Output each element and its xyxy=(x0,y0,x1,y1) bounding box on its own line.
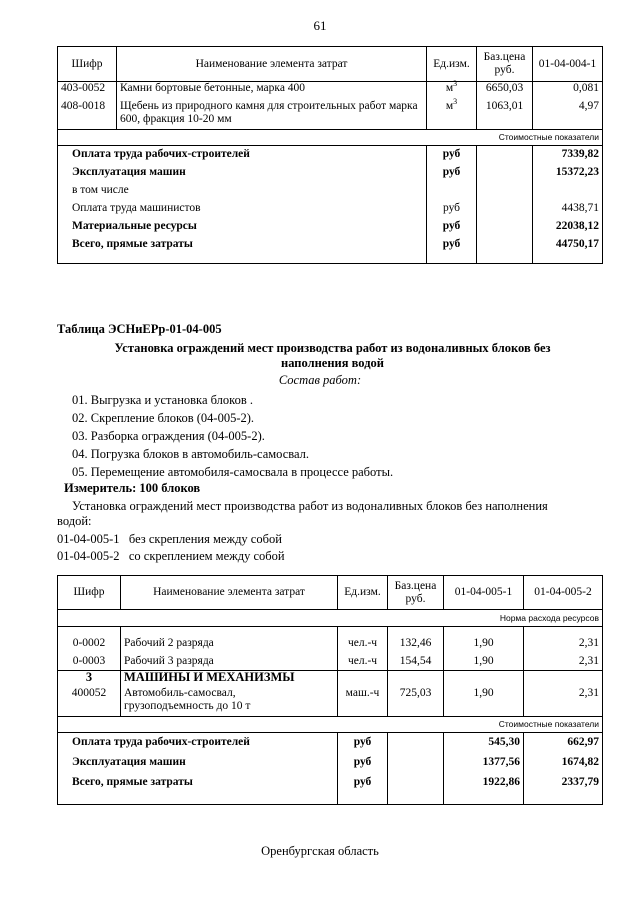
cost-unit: руб xyxy=(338,753,388,773)
section-code: 3 xyxy=(58,671,121,687)
table-row xyxy=(58,687,603,717)
footer-region: Оренбургская область xyxy=(261,844,379,858)
cost-name: Материальные ресурсы xyxy=(58,218,427,236)
cost-name: Всего, прямые затраты xyxy=(58,236,427,254)
work-steps xyxy=(72,391,393,481)
cell-price: 154,54 xyxy=(388,653,444,671)
cell-name: Рабочий 2 разряда xyxy=(121,635,338,653)
cell-code: 403-0052 xyxy=(58,82,117,100)
cost-value: 22038,12 xyxy=(533,218,603,236)
cell-v2: 2,31 xyxy=(524,653,603,671)
cost-row xyxy=(58,773,603,793)
page-number: 61 xyxy=(313,18,327,33)
section-row xyxy=(58,671,603,687)
header-code: Шифр xyxy=(58,47,117,82)
cell-code: 0-0003 xyxy=(58,653,121,671)
cell-name: Рабочий 3 разряда xyxy=(121,653,338,671)
cost-name: Эксплуатация машин xyxy=(58,164,427,182)
table-header xyxy=(58,576,603,610)
measure: Измеритель: 100 блоков xyxy=(64,481,201,495)
cell-value: 0,081 xyxy=(533,82,603,100)
cell-unit: чел.-ч xyxy=(338,653,388,671)
table-row xyxy=(58,100,603,130)
cost-unit: руб xyxy=(427,218,477,236)
header-col: 01-04-004-1 xyxy=(533,47,603,82)
cost-unit: руб xyxy=(427,236,477,254)
cost-row xyxy=(58,218,603,236)
cost-value: 4438,71 xyxy=(533,200,603,218)
section-heading: Установка ограждений мест производства работ из водоналивных блоков без наполнения водой xyxy=(114,341,551,370)
list-item: 03. Разборка ограждения (04-005-2). xyxy=(72,429,265,443)
cost-unit xyxy=(427,182,477,200)
cell-price: 6650,03 xyxy=(477,82,533,100)
cell-v2: 2,31 xyxy=(524,687,603,717)
cost-v2: 1674,82 xyxy=(524,753,603,773)
cell-v1: 1,90 xyxy=(444,635,524,653)
cell-price: 725,03 xyxy=(388,687,444,717)
section-title: МАШИНЫ И МЕХАНИЗМЫ xyxy=(121,671,338,687)
cell-price: 132,46 xyxy=(388,635,444,653)
cost-unit: руб xyxy=(338,733,388,753)
variant-text: без скрепления между собой xyxy=(128,532,282,546)
header-price: Баз.цена руб. xyxy=(388,576,444,610)
cell-code: 0-0002 xyxy=(58,635,121,653)
variant-text: со скреплением между собой xyxy=(128,549,285,563)
header-col1: 01-04-005-1 xyxy=(444,576,524,610)
cost-row xyxy=(58,236,603,254)
header-name: Наименование элемента затрат xyxy=(121,576,338,610)
cell-unit: $м^3$ xyxy=(427,100,477,130)
header-code: Шифр xyxy=(58,576,121,610)
cell-unit: чел.-ч xyxy=(338,635,388,653)
table-row xyxy=(58,635,603,653)
cost-row xyxy=(58,200,603,218)
cost-row xyxy=(58,164,603,182)
cell-code: 400052 xyxy=(58,687,121,717)
cell-name: Щебень из природного камня для строительных работ марка 600, фракция 10-20 мм xyxy=(117,100,427,130)
section-label: Стоимостные показатели xyxy=(58,130,603,146)
cost-v2: 662,97 xyxy=(524,733,603,753)
list-item: 04. Погрузка блоков в автомобиль-самосвал. xyxy=(72,447,310,461)
variant-item xyxy=(57,549,285,564)
table-row xyxy=(58,653,603,671)
cost-unit: руб xyxy=(427,164,477,182)
cell-name: Автомобиль-самосвал, грузоподъемность до 10 т xyxy=(121,687,338,717)
cost-v2: 2337,79 xyxy=(524,773,603,793)
norm-label: Норма расхода ресурсов xyxy=(58,610,603,627)
header-name: Наименование элемента затрат xyxy=(117,47,427,82)
cell-name: Камни бортовые бетонные, марка 400 xyxy=(117,82,427,100)
table-row xyxy=(58,82,603,100)
cost-value: 15372,23 xyxy=(533,164,603,182)
description-line2: водой: xyxy=(57,514,92,528)
list-item: 02. Скрепление блоков (04-005-2). xyxy=(72,411,255,425)
composition-title: Состав работ: xyxy=(278,373,362,387)
cost-v1: 545,30 xyxy=(444,733,524,753)
section-label-row xyxy=(58,717,603,733)
cost-unit: руб xyxy=(427,146,477,164)
header-col2: 01-04-005-2 xyxy=(524,576,603,610)
section-label: Стоимостные показатели xyxy=(58,717,603,733)
list-item: 05. Перемещение автомобиля-самосвала в процессе работы. xyxy=(72,465,394,479)
list-item: 01. Выгрузка и установка блоков . xyxy=(72,393,253,407)
variant-item xyxy=(57,532,282,547)
cost-row xyxy=(58,182,603,200)
cell-v1: 1,90 xyxy=(444,653,524,671)
description-line1: Установка ограждений мест производства работ из водоналивных блоков без наполнения xyxy=(72,499,548,513)
section-label-row xyxy=(58,130,603,146)
cost-name: Оплата труда машинистов xyxy=(58,200,427,218)
table-header xyxy=(58,47,603,82)
cost-value: 7339,82 xyxy=(533,146,603,164)
cost-name: Оплата труда рабочих-строителей xyxy=(58,733,338,753)
cost-name: в том числе xyxy=(58,182,427,200)
resource-table-1 xyxy=(57,46,603,264)
resource-table-2 xyxy=(57,575,603,805)
cost-name: Эксплуатация машин xyxy=(58,753,338,773)
header-unit: Ед.изм. xyxy=(338,576,388,610)
norm-label-row xyxy=(58,610,603,627)
cell-unit: маш.-ч xyxy=(338,687,388,717)
cell-value: 4,97 xyxy=(533,100,603,130)
table-title: Таблица ЭСНиЕРр-01-04-005 xyxy=(57,322,222,336)
cost-row xyxy=(58,146,603,164)
variant-code: 01-04-005-2 xyxy=(57,549,120,563)
cost-name: Всего, прямые затраты xyxy=(58,773,338,793)
cost-row xyxy=(58,733,603,753)
cost-row xyxy=(58,753,603,773)
variant-code: 01-04-005-1 xyxy=(57,532,120,546)
cell-code: 408-0018 xyxy=(58,100,117,130)
cost-value xyxy=(533,182,603,200)
cell-unit: $м^3$ xyxy=(427,82,477,100)
cost-unit: руб xyxy=(427,200,477,218)
cell-v2: 2,31 xyxy=(524,635,603,653)
cost-name: Оплата труда рабочих-строителей xyxy=(58,146,427,164)
cost-unit: руб xyxy=(338,773,388,793)
header-unit: Ед.изм. xyxy=(427,47,477,82)
cost-v1: 1922,86 xyxy=(444,773,524,793)
cost-value: 44750,17 xyxy=(533,236,603,254)
cost-v1: 1377,56 xyxy=(444,753,524,773)
cell-v1: 1,90 xyxy=(444,687,524,717)
header-price: Баз.цена руб. xyxy=(477,47,533,82)
cell-price: 1063,01 xyxy=(477,100,533,130)
